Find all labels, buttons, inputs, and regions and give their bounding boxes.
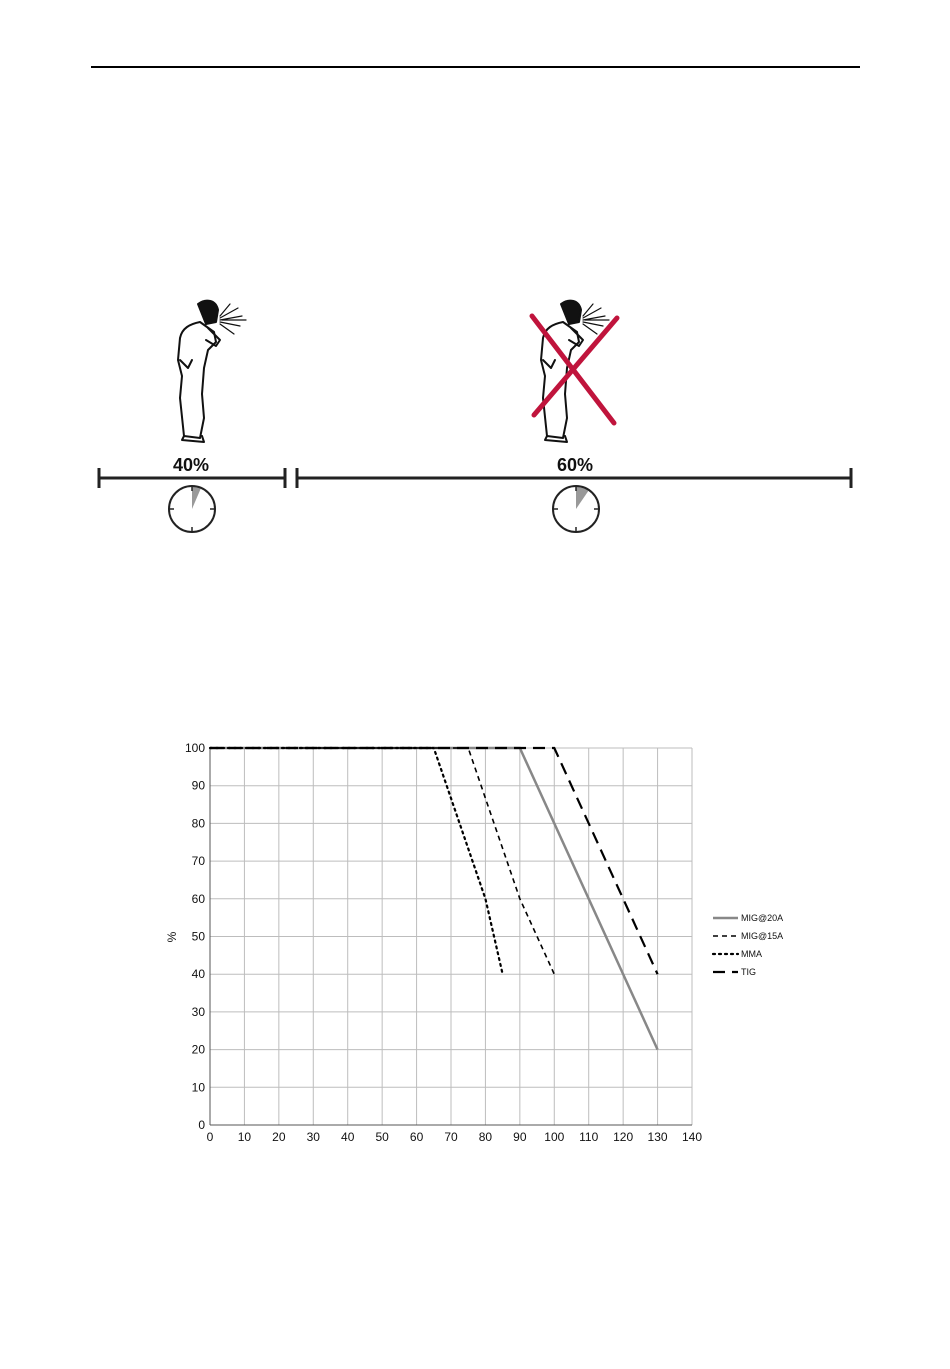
x-tick-label: 90 — [513, 1130, 527, 1144]
duty-off-label: 60% — [556, 455, 594, 475]
y-axis-ticks — [185, 741, 205, 1132]
x-tick-label: 110 — [579, 1130, 599, 1144]
y-tick-label: 40 — [191, 967, 205, 982]
legend-label: MIG@20A — [741, 913, 784, 923]
x-tick-label: 0 — [206, 1130, 214, 1144]
x-tick-label: 50 — [375, 1130, 389, 1144]
legend-label: MIG@15A — [741, 931, 784, 941]
y-tick-label: 30 — [191, 1004, 205, 1019]
x-tick-label: 70 — [444, 1130, 458, 1144]
y-tick-label: 100 — [184, 741, 205, 755]
x-tick-label: 20 — [272, 1130, 286, 1144]
y-tick-label: 80 — [191, 816, 205, 831]
x-tick-label: 30 — [306, 1130, 320, 1144]
y-tick-label: 60 — [191, 891, 205, 906]
x-tick-label: 40 — [341, 1130, 355, 1144]
x-tick-label: 140 — [681, 1130, 703, 1144]
y-tick-label: 0 — [198, 1118, 205, 1132]
x-tick-label: 10 — [237, 1130, 252, 1144]
y-tick-label: 90 — [191, 778, 205, 793]
x-tick-label: 130 — [647, 1130, 668, 1144]
x-axis-ticks — [207, 1130, 703, 1144]
y-axis-label: % — [165, 931, 179, 943]
chart-grid — [210, 748, 692, 1125]
y-tick-label: 20 — [191, 1042, 205, 1057]
x-tick-label: 120 — [613, 1130, 634, 1144]
y-tick-label: 70 — [191, 854, 205, 869]
legend-label: MMA — [741, 949, 762, 959]
legend-label: TIG — [741, 967, 756, 977]
x-tick-label: 80 — [478, 1130, 493, 1144]
y-tick-label: 50 — [191, 929, 205, 944]
x-tick-label: 60 — [409, 1130, 424, 1144]
x-tick-label: 100 — [544, 1130, 565, 1144]
duty-on-label: 40% — [172, 455, 210, 475]
y-tick-label: 10 — [191, 1080, 205, 1095]
chart-legend — [713, 913, 783, 977]
